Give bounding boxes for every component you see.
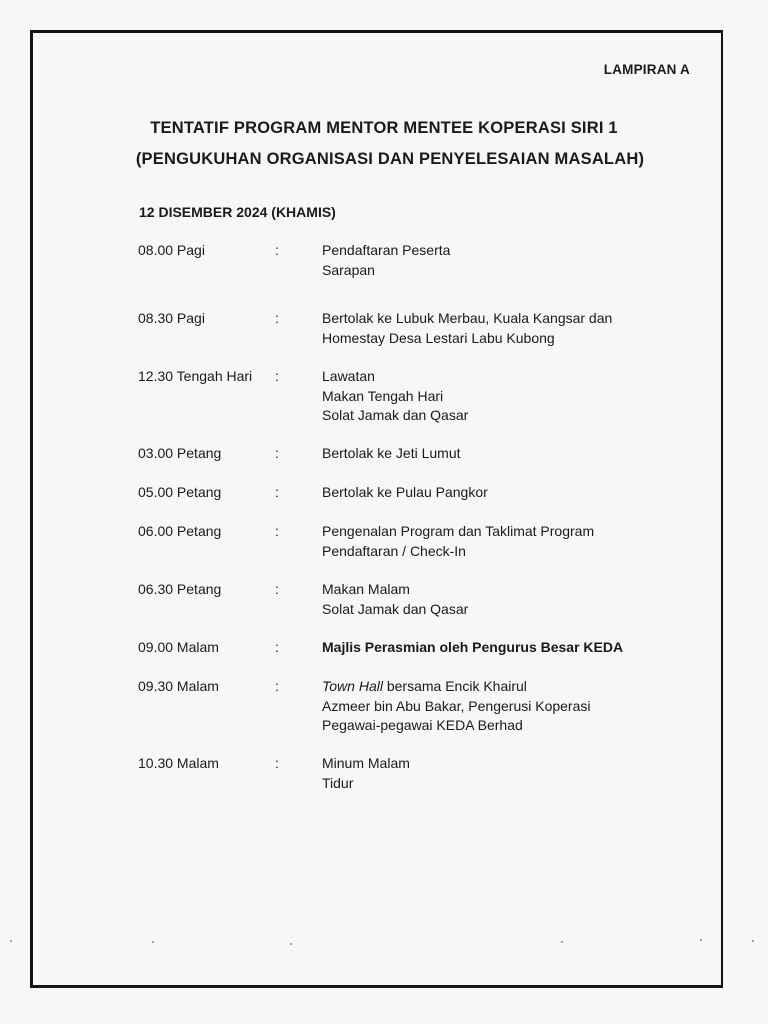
schedule-time: 08.30 Pagi	[138, 310, 205, 326]
schedule-activity	[322, 677, 692, 736]
activity-line: Makan Tengah Hari	[322, 387, 444, 404]
activity-line: Sarapan	[322, 261, 375, 278]
schedule-time: 09.00 Malam	[138, 639, 219, 655]
schedule-activity	[322, 444, 692, 464]
activity-line: Solat Jamak dan Qasar	[322, 600, 469, 617]
activity-line: Majlis Perasmian oleh Pengurus Besar KEDA	[322, 639, 624, 655]
separator-colon: :	[275, 523, 279, 539]
activity-line: Minum Malam	[322, 755, 410, 771]
scan-speck	[700, 939, 702, 941]
activity-line: Bertolak ke Pulau Pangkor	[322, 484, 488, 500]
document-subtitle: (PENGUKUHAN ORGANISASI DAN PENYELESAIAN MASALAH)	[135, 150, 645, 168]
separator-colon: :	[275, 484, 279, 500]
schedule-time: 06.30 Petang	[138, 581, 222, 597]
schedule-time: 05.00 Petang	[138, 484, 222, 500]
schedule-activity	[322, 638, 692, 658]
activity-line: Azmeer bin Abu Bakar, Pengerusi Koperasi	[322, 697, 591, 714]
scan-speck	[752, 940, 754, 942]
separator-colon: :	[275, 242, 279, 258]
scan-speck	[561, 941, 563, 943]
page-border	[30, 30, 723, 988]
scan-speck	[152, 941, 154, 943]
schedule-time: 12.30 Tengah Hari	[138, 368, 253, 384]
schedule-activity	[322, 580, 692, 619]
activity-line: Pengenalan Program dan Taklimat Program	[322, 523, 595, 539]
separator-colon: :	[275, 639, 279, 655]
separator-colon: :	[275, 755, 279, 771]
date-heading: 12 DISEMBER 2024 (KHAMIS)	[139, 204, 336, 220]
schedule-time: 03.00 Petang	[138, 445, 222, 461]
activity-line: Makan Malam	[322, 581, 410, 597]
activity-text: bersama Encik Khairul	[382, 678, 527, 694]
activity-line: Pegawai-pegawai KEDA Berhad	[322, 717, 523, 733]
activity-emphasis: Town Hall	[322, 678, 383, 694]
annex-label: LAMPIRAN A	[603, 62, 690, 77]
schedule-time: 06.00 Petang	[138, 523, 222, 539]
activity-line: Pendaftaran / Check-In	[322, 542, 466, 559]
separator-colon: :	[275, 368, 279, 384]
schedule-activity	[322, 483, 692, 503]
schedule-activity	[322, 367, 692, 426]
activity-line: Bertolak ke Jeti Lumut	[322, 445, 461, 461]
separator-colon: :	[275, 678, 279, 694]
separator-colon: :	[275, 445, 279, 461]
scan-speck	[290, 943, 292, 945]
scan-speck	[10, 940, 12, 942]
schedule-activity	[322, 241, 692, 280]
schedule-time: 09.30 Malam	[138, 678, 219, 694]
schedule-activity	[322, 309, 692, 348]
activity-line	[322, 677, 692, 697]
activity-line: Homestay Desa Lestari Labu Kubong	[322, 329, 555, 346]
separator-colon: :	[275, 310, 279, 326]
activity-line: Solat Jamak dan Qasar	[322, 407, 469, 423]
activity-line: Bertolak ke Lubuk Merbau, Kuala Kangsar dan	[322, 310, 613, 326]
separator-colon: :	[275, 581, 279, 597]
schedule-time: 08.00 Pagi	[138, 242, 205, 258]
schedule-time: 10.30 Malam	[138, 755, 219, 771]
schedule-activity	[322, 522, 692, 561]
activity-line: Lawatan	[322, 368, 375, 384]
activity-line: Pendaftaran Peserta	[322, 242, 451, 258]
activity-line: Tidur	[322, 774, 354, 791]
schedule-activity	[322, 754, 692, 793]
document-title: TENTATIF PROGRAM MENTOR MENTEE KOPERASI SIRI 1	[150, 119, 618, 137]
